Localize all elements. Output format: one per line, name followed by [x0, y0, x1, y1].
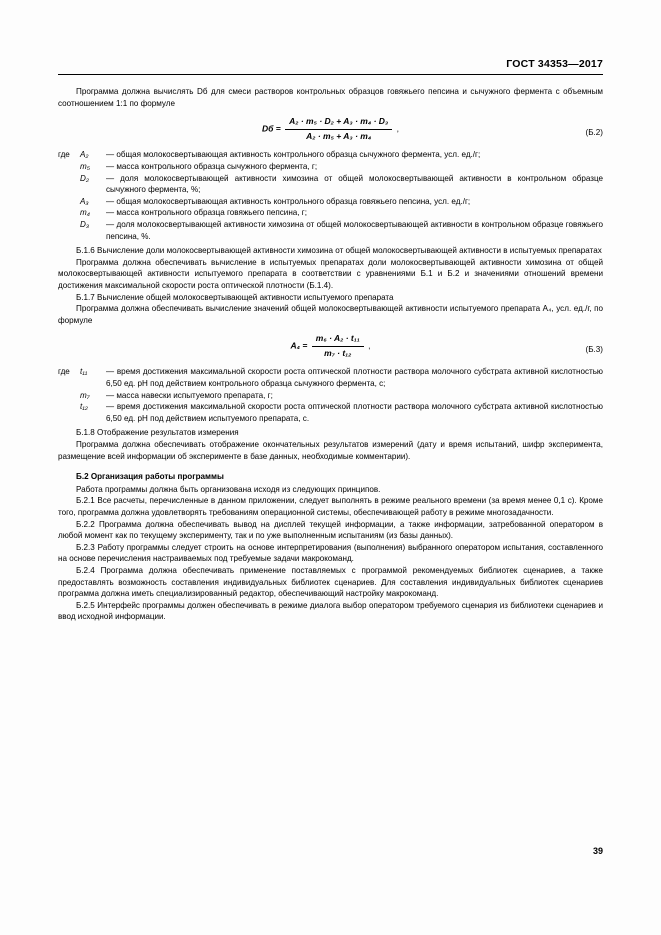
paragraph-b18-heading: Б.1.8 Отображение результатов измерения — [76, 428, 239, 438]
definition-text: — доля молокосвертывающей активности химозина от общей молокосвертывающей активности в контрольном образце говяжьего пепсина, %. — [106, 219, 603, 241]
paragraph-intro: Программа должна вычислять Dб для смеси растворов контрольных образцов говяжьего пепсина и сычужного фермента с объемным соотношением 1:1 по формуле — [58, 87, 603, 108]
formula-b3-numerator: m₆ · A₂ · t₁₁ — [312, 333, 364, 347]
definition-text: — масса контрольного образца говяжьего пепсина, г; — [106, 208, 307, 218]
header-rule — [58, 74, 603, 75]
definition-text: — время достижения максимальной скорости роста оптической плотности раствора молочного субстрата активной кислотностью 6,50 ед. рН под действием контрольного образца сычужного фермента, с; — [106, 367, 603, 389]
formula-b3-lhs: A₄ = — [290, 340, 308, 351]
formula-b3-number: (Б.3) — [585, 344, 603, 354]
paragraph-b18-body: Программа должна обеспечивать отображение окончательных результатов измерений (дату и время испытаний, шифр эксперимента, размещение всей информации об эксперименте в базе данных, необходимые комментарии). — [58, 440, 603, 461]
definition-row — [58, 149, 603, 161]
formula-b2-tail: , — [396, 123, 399, 134]
definition-symbol: t₁₁ — [80, 367, 88, 377]
formula-b3-tail: , — [368, 340, 371, 351]
formula-b2-number: (Б.2) — [585, 127, 603, 137]
definition-row — [58, 219, 603, 242]
definition-symbol: t₁₂ — [80, 402, 88, 412]
formula-b2-fraction — [285, 116, 392, 142]
paragraph-b21: Б.2.1 Все расчеты, перечисленные в данном приложении, следует выполнять в режиме реального времени (за время менее 0,1 с). Кроме того, программа должна удовлетворять требованиям операционной системы, обеспечивающей работу в режиме многозадачности. — [58, 496, 603, 517]
formula-b3-fraction — [312, 333, 364, 359]
where-label-1: где — [58, 150, 70, 160]
paragraph-b17-body: Программа должна обеспечивать вычисление значений общей молокосвертывающей активности испытуемого препарата A₄, усл. ед./г, по формуле — [58, 304, 603, 325]
page-content — [58, 86, 603, 623]
paragraph-b2-intro: Работа программы должна быть организована исходя из следующих принципов. — [76, 484, 381, 494]
definition-symbol: A₂ — [80, 150, 89, 160]
definition-symbol: D₃ — [80, 219, 90, 229]
paragraph-b24: Б.2.4 Программа должна обеспечивать применение поставляемых с программой рекомендуемых библиотек сценариев, а также предоставлять возможность составления индивидуальных библиотек сценариев. Для составления индивидуальных библиотек сценариев программа должна иметь специализированный редактор, обеспечивающий настройку макрокоманд. — [58, 565, 603, 599]
formula-b3-row — [58, 333, 603, 359]
definition-text: — доля молокосвертывающей активности химозина от общей молокосвертывающей активности в контрольном образце сычужного фермента, %; — [106, 173, 603, 195]
definition-text: — общая молокосвертывающая активность контрольного образца говяжьего пепсина, усл. ед./г; — [106, 196, 471, 206]
paragraph-b16-body: Программа должна обеспечивать вычисление в испытуемых препаратах доли молокосвертывающей активности химозина от общей молокосвертывающей активности испытуемого препарата в соответствии с уравнениями Б.1 и Б.2 и значениями отношений времени достижения максимальной скорости роста оптической плотности (Б.1.4). — [58, 257, 603, 290]
definition-text: — общая молокосвертывающая активность контрольного образца сычужного фермента, усл. ед./г; — [106, 150, 481, 160]
where-label-2: где — [58, 367, 70, 377]
definition-symbol: m₅ — [80, 161, 90, 171]
definition-row — [58, 207, 603, 219]
definition-row — [58, 390, 603, 402]
definition-symbol: m₄ — [80, 208, 90, 218]
formula-b2-row — [58, 116, 603, 142]
section-heading-b2: Б.2 Организация работы программы — [76, 472, 224, 482]
formula-b2-denominator: A₂ · m₅ + A₃ · m₄ — [306, 130, 372, 141]
formula-b2 — [58, 116, 603, 142]
paragraph-b17-heading: Б.1.7 Вычисление общей молокосвертывающей активности испытуемого препарата — [76, 292, 394, 302]
paragraph-b25: Б.2.5 Интерфейс программы должен обеспечивать в режиме диалога выбор оператором требуемого сценария из библиотеки сценариев и ввод исходной информации. — [58, 600, 603, 622]
definition-row — [58, 366, 603, 389]
definition-symbol: A₃ — [80, 196, 89, 206]
definition-row — [58, 173, 603, 196]
definition-text: — время достижения максимальной скорости роста оптической плотности раствора молочного субстрата активной кислотностью 6,50 ед. рН под действием испытуемого препарата, с. — [106, 402, 603, 423]
definition-row — [58, 161, 603, 173]
definition-row — [58, 401, 603, 424]
formula-b3 — [58, 333, 603, 359]
formula-b3-denominator: m₇ · t₁₂ — [324, 347, 352, 358]
definition-text: — масса контрольного образца сычужного фермента, г; — [106, 161, 318, 171]
definition-symbol: D₂ — [80, 173, 89, 183]
paragraph-b16-heading: Б.1.6 Вычисление доли молокосвертывающей активности химозина от общей молокосвертывающей активности в испытуемых препаратах — [76, 246, 602, 256]
definition-list-b3 — [58, 366, 603, 424]
definition-row — [58, 196, 603, 208]
definition-list-b2 — [58, 149, 603, 242]
definition-text: — масса навески испытуемого препарата, г; — [106, 390, 273, 400]
formula-b2-lhs: Dб = — [262, 123, 281, 134]
formula-b2-numerator: A₂ · m₅ · D₂ + A₃ · m₄ · D₃ — [285, 116, 392, 130]
page-header-standard: ГОСТ 34353—2017 — [506, 58, 603, 70]
definition-symbol: m₇ — [80, 390, 90, 400]
page-number: 39 — [592, 846, 603, 856]
paragraph-b22: Б.2.2 Программа должна обеспечивать вывод на дисплей текущей информации, а также информации, затребованной оператором в любой момент как по текущему эксперименту, так и по уже выполненным испытаниям (из базы данных). — [58, 519, 603, 541]
paragraph-b23: Б.2.3 Работу программы следует строить на основе интерпретирования (выполнения) выбранного оператором испытания, составленного на основе перечисления настраиваемых под требуемые задачи макрокоманд. — [58, 542, 603, 564]
